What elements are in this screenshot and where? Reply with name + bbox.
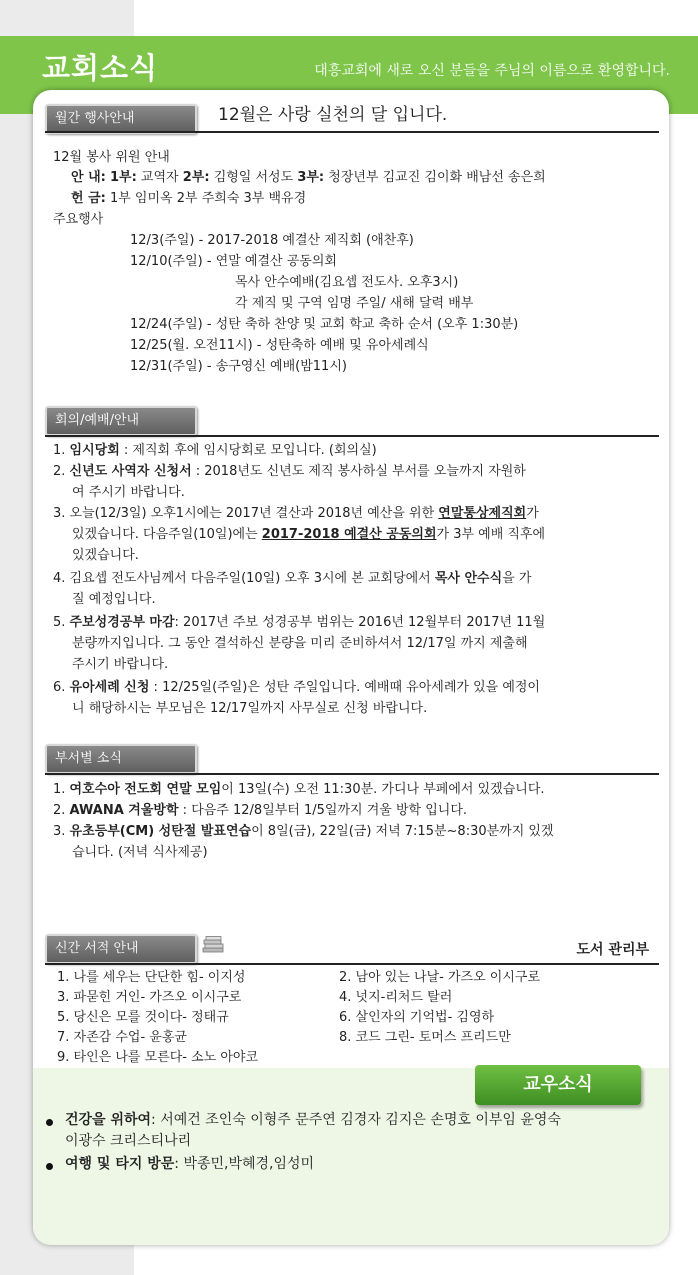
dept-item-1: 1. 여호수아 전도회 연말 모임이 13일(수) 오전 11:30분. 가디나 부페에서 있겠습니다. (53, 782, 545, 797)
health-line-cont: 이광수 크리스티나리 (65, 1133, 192, 1149)
bullet-icon (46, 1163, 53, 1170)
welcome-subtitle: 대흥교회에 새로 오신 분들을 주님의 이름으로 환영합니다. (314, 63, 670, 79)
meeting-item-3-cont: 있겠습니다. (72, 548, 139, 563)
meeting-item-6: 6. 유아세례 신청 : 12/25일(주일)은 성탄 주일입니다. 예배때 유아세례가 있을 예정이 (53, 680, 540, 695)
travel-line: 여행 및 타지 방문: 박종민,박혜경,임성미 (65, 1156, 315, 1172)
meeting-item-5: 5. 주보성경공부 마감: 2017년 주보 성경공부 범위는 2016년 12월부터 2017년 11월 (53, 615, 546, 630)
library-manager: 도서 관리부 (576, 942, 649, 958)
book-item: 1. 나를 세우는 단단한 힘- 이지성 (57, 970, 246, 985)
divider (45, 773, 659, 775)
committee-title: 12월 봉사 위원 안내 (53, 150, 170, 165)
book-item: 7. 자존감 수업- 윤홍균 (57, 1030, 187, 1045)
divider (45, 963, 659, 965)
meeting-item-4-cont: 질 예정입니다. (72, 592, 156, 607)
health-line: 건강을 위하여: 서예건 조인숙 이형주 문주연 김경자 김지은 손명호 이부임 윤영숙 (65, 1112, 561, 1128)
dept-item-2: 2. AWANA 겨울방학 : 다음주 12/8일부터 1/5일까지 겨울 방학 입니다. (53, 803, 468, 818)
meeting-item-5-cont2: 주시기 바랍니다. (72, 657, 169, 672)
dept-item-3-cont: 습니다. (저녁 식사제공) (72, 845, 208, 860)
monthly-theme: 12월은 사랑 실천의 달 입니다. (218, 105, 448, 125)
event-item: 12/24(주일) - 성탄 축하 찬양 및 교회 학교 축하 순서 (오후 1:30분) (130, 317, 519, 332)
book-item: 6. 살인자의 기억법- 김영하 (339, 1010, 495, 1025)
book-item: 8. 코드 그린- 토머스 프리드만 (339, 1030, 511, 1045)
news-card (33, 90, 669, 1245)
meeting-item-4: 4. 김요셉 전도사님께서 다음주일(10일) 오후 3시에 본 교회당에서 목사 안수식을 가 (53, 571, 532, 586)
bullet-icon (46, 1119, 53, 1126)
departments-tab: 부서별 소식 (45, 744, 197, 774)
members-news-tab: 교우소식 (475, 1065, 641, 1105)
meeting-item-2-cont: 여 주시기 바랍니다. (72, 485, 185, 500)
divider (45, 131, 659, 133)
meetings-tab: 회의/예배/안내 (45, 406, 197, 436)
book-item: 3. 파묻힌 거인- 가즈오 이시구로 (57, 990, 242, 1005)
events-title: 주요행사 (53, 212, 104, 227)
monthly-events-tab: 월간 행사안내 (45, 104, 197, 134)
event-item: 목사 안수예배(김요셉 전도사. 오후3시) (235, 275, 459, 290)
books-icon (201, 936, 225, 956)
meeting-item-2: 2. 신년도 사역자 신청서 : 2018년도 신년도 제직 봉사하실 부서를 오늘까지 자원하 (53, 464, 526, 479)
dept-item-3: 3. 유초등부(CM) 성탄절 발표연습이 8일(금), 22일(금) 저녁 7:15분~8:30분까지 있겠 (53, 824, 554, 839)
event-item: 12/3(주일) - 2017-2018 예결산 제직회 (애찬후) (130, 233, 414, 248)
books-tab: 신간 서적 안내 (45, 934, 197, 964)
book-item: 5. 당신은 모를 것이다- 정태규 (57, 1010, 229, 1025)
offering-line: 헌 금: 1부 임미옥 2부 주희숙 3부 백유경 (71, 191, 307, 206)
meeting-item-6-cont: 니 해당하시는 부모님은 12/17일까지 사무실로 신청 바랍니다. (72, 701, 428, 716)
meeting-item-3-line2: 있겠습니다. 다음주일(10일)에는 2017-2018 예결산 공동의회가 3부 예배 직후에 (72, 527, 546, 542)
event-item: 12/31(주일) - 송구영신 예배(밤11시) (130, 359, 347, 374)
usher-line: 안 내: 1부: 교역자 2부: 김형일 서성도 3부: 청장년부 김교진 김이화 배남선 송은희 (71, 170, 546, 185)
meeting-item-1: 1. 임시당회 : 제직회 후에 임시당회로 모입니다. (회의실) (53, 443, 377, 458)
divider (45, 435, 659, 437)
event-item: 각 제직 및 구역 임명 주일/ 새해 달력 배부 (235, 296, 474, 311)
event-item: 12/25(월. 오전11시) - 성탄축하 예배 및 유아세례식 (130, 338, 429, 353)
event-item: 12/10(주일) - 연말 예결산 공동의회 (130, 254, 337, 269)
book-item: 9. 타인은 나를 모른다- 소노 아야코 (57, 1050, 259, 1065)
page-title: 교회소식 (42, 51, 159, 85)
meeting-item-3: 3. 오늘(12/3일) 오후1시에는 2017년 결산과 2018년 예산을 위한 연말통상제직회가 (53, 506, 539, 521)
book-item: 4. 넛지-리처드 탈러 (339, 990, 453, 1005)
book-item: 2. 남아 있는 나날- 가즈오 이시구로 (339, 970, 541, 985)
meeting-item-5-cont: 분량까지입니다. 그 동안 결석하신 분량을 미리 준비하셔서 12/17일 까지 제출해 (72, 636, 528, 651)
